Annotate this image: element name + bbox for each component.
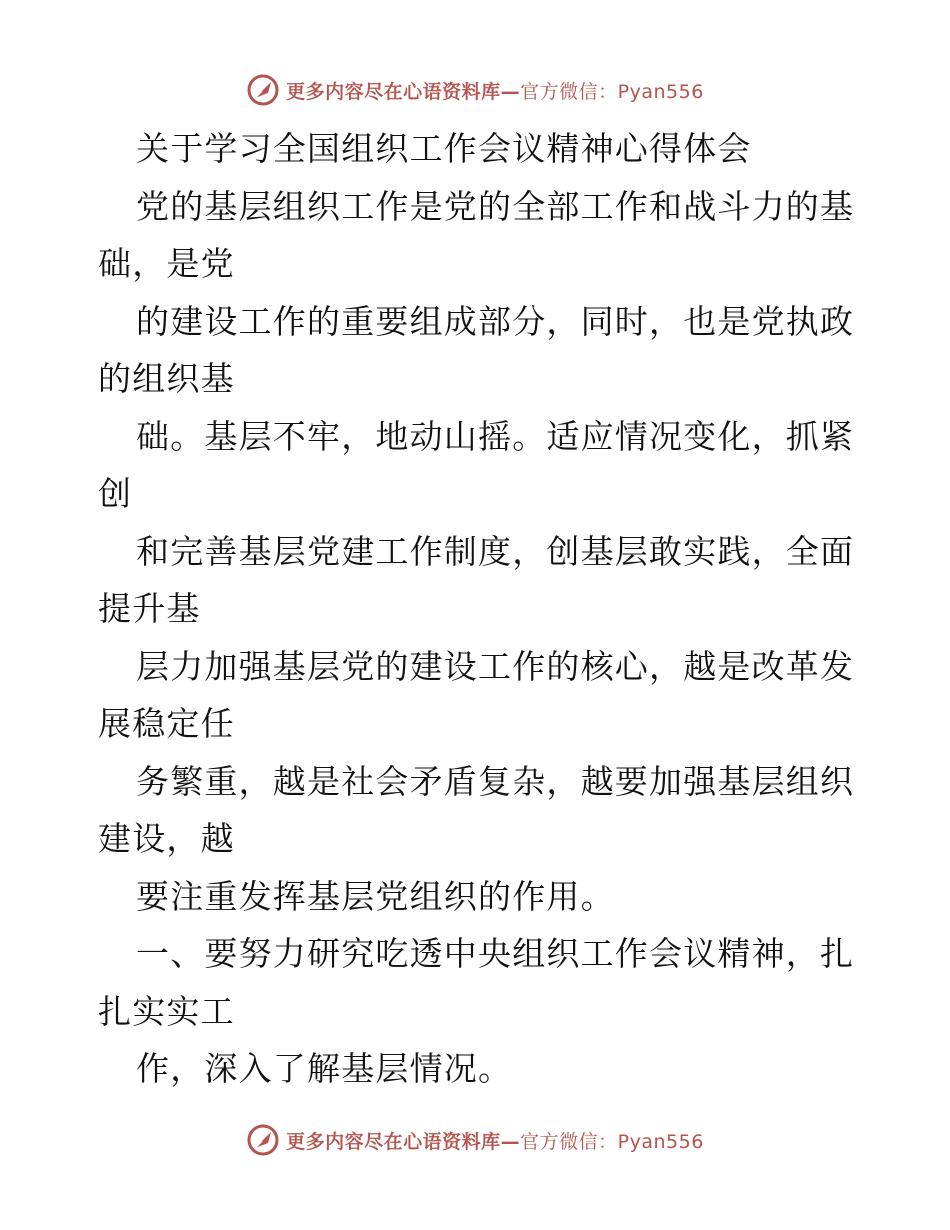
- text-line: 党的基层组织工作是党的全部工作和战斗力的基: [136, 186, 855, 226]
- text-line: 一、要努力研究吃透中央组织工作会议精神，扎: [136, 934, 855, 973]
- text-line: 展稳定任: [98, 704, 235, 743]
- watermark-text: [286, 1127, 704, 1154]
- watermark-wechat: 官方微信：Pyan556: [520, 1130, 704, 1153]
- watermark-site: 更多内容尽在心语资料库—: [286, 1130, 521, 1153]
- watermark-site: 更多内容尽在心语资料库—: [286, 80, 521, 103]
- footer-watermark: [0, 1120, 950, 1160]
- quill-logo-icon: [246, 73, 280, 107]
- text-line: 扎实实工: [98, 991, 235, 1031]
- text-line: 础。基层不牢，地动山摇。适应情况变化，抓紧: [136, 416, 855, 456]
- text-line: 关于学习全国组织工作会议精神心得体会: [136, 129, 752, 168]
- text-line: 和完善基层党建工作制度，创基层敢实践，全面: [136, 531, 855, 571]
- text-line: 作，深入了解基层情况。: [136, 1049, 513, 1088]
- quill-logo-icon: [246, 1123, 280, 1157]
- text-line: 础，是党: [98, 244, 235, 283]
- text-line: 提升基: [98, 589, 201, 628]
- text-line: 的组织基: [98, 359, 235, 398]
- text-line: 要注重发挥基层党组织的作用。: [136, 876, 615, 916]
- header-watermark: [0, 70, 950, 110]
- text-line: 创: [98, 474, 133, 513]
- text-line: 的建设工作的重要组成部分，同时，也是党执政: [136, 301, 855, 341]
- document-body: [98, 120, 858, 1098]
- text-line: 务繁重，越是社会矛盾复杂，越要加强基层组织: [136, 761, 855, 801]
- watermark-wechat: 官方微信：Pyan556: [520, 80, 704, 103]
- watermark-text: [286, 77, 704, 104]
- text-line: 建设，越: [98, 819, 235, 858]
- text-line: 层力加强基层党的建设工作的核心，越是改革发: [136, 646, 855, 686]
